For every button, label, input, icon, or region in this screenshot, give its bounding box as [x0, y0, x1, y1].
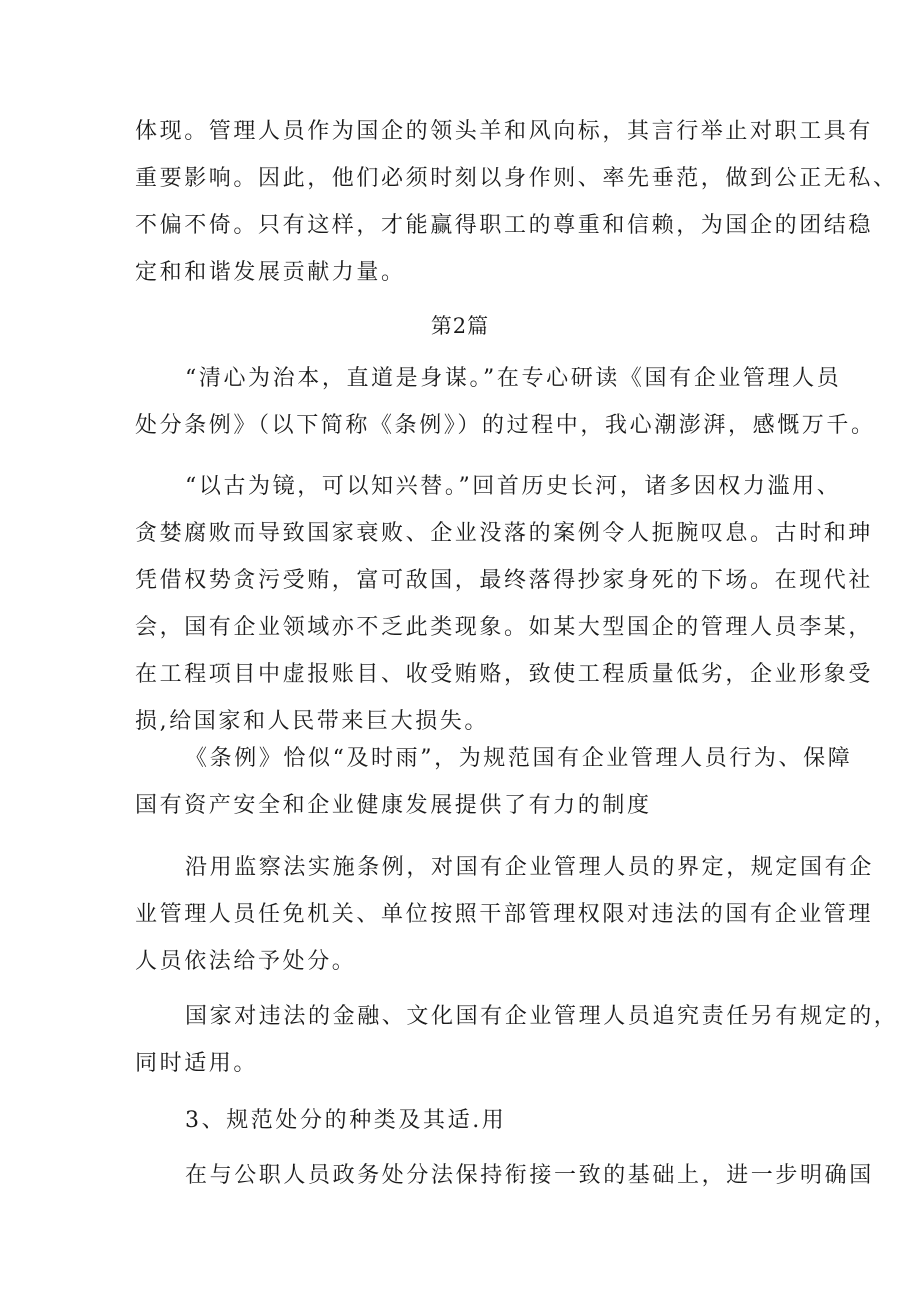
text-line: 国家对违法的金融、文化国有企业管理人员追究责任另有规定的，	[185, 1004, 899, 1029]
text-line: “清心为治本，直道是身谋。”在专心研读《国有企业管理人员	[185, 366, 842, 391]
paragraph-4	[135, 735, 853, 829]
paragraph-3	[135, 463, 874, 745]
paragraph-5	[135, 844, 874, 985]
text-line: 业管理人员任免机关、单位按照干部管理权限对违法的国有企业管理	[135, 902, 874, 927]
text-line: 损,给国家和人民带来巨大损失。	[135, 709, 489, 734]
paragraph-1	[135, 108, 898, 296]
text-line: 贪婪腐败而导致国家衰败、企业没落的案例令人扼腕叹息。古时和珅	[135, 521, 874, 546]
paragraph-8	[135, 1152, 874, 1199]
text-line: 凭借权势贪污受贿，富可敌国，最终落得抄家身死的下场。在现代社	[135, 568, 874, 593]
text-line: 人员依法给予处分。	[135, 949, 357, 974]
section-heading: 第2篇	[430, 314, 490, 338]
text-line: 在与公职人员政务处分法保持衔接一致的基础上，进一步明确国	[185, 1163, 874, 1188]
text-line: 处分条例》（以下简称《条例》）的过程中，我心潮澎湃，感慨万千。	[135, 413, 876, 438]
text-line: 3、规范处分的种类及其适.用	[185, 1108, 507, 1133]
text-line: 不偏不倚。只有这样，才能赢得职工的尊重和信赖，为国企的团结稳	[135, 213, 874, 238]
text-line: “以古为镜，可以知兴替。”回首历史长河，诸多因权力滥用、	[185, 474, 842, 499]
text-line: 同时适用。	[135, 1051, 259, 1076]
text-line: 体现。管理人员作为国企的领头羊和风向标，其言行举止对职工具有	[135, 119, 874, 144]
text-line: 重要影响。因此，他们必须时刻以身作则、率先垂范，做到公正无私、	[135, 166, 898, 191]
paragraph-2	[135, 355, 876, 449]
text-line: 沿用监察法实施条例，对国有企业管理人员的界定，规定国有企	[185, 855, 874, 880]
text-line: 会，国有企业领域亦不乏此类现象。如某大型国企的管理人员李某，	[135, 615, 874, 640]
text-line: 定和和谐发展贡献力量。	[135, 260, 406, 285]
paragraph-6	[135, 993, 899, 1087]
text-line: 《条例》恰似“及时雨”，为规范国有企业管理人员行为、保障	[185, 746, 853, 771]
text-line: 在工程项目中虚报账目、收受贿赂，致使工程质量低劣，企业形象受	[135, 662, 874, 687]
paragraph-7	[135, 1097, 795, 1144]
text-line: 国有资产安全和企业健康发展提供了有力的制度	[135, 793, 652, 818]
